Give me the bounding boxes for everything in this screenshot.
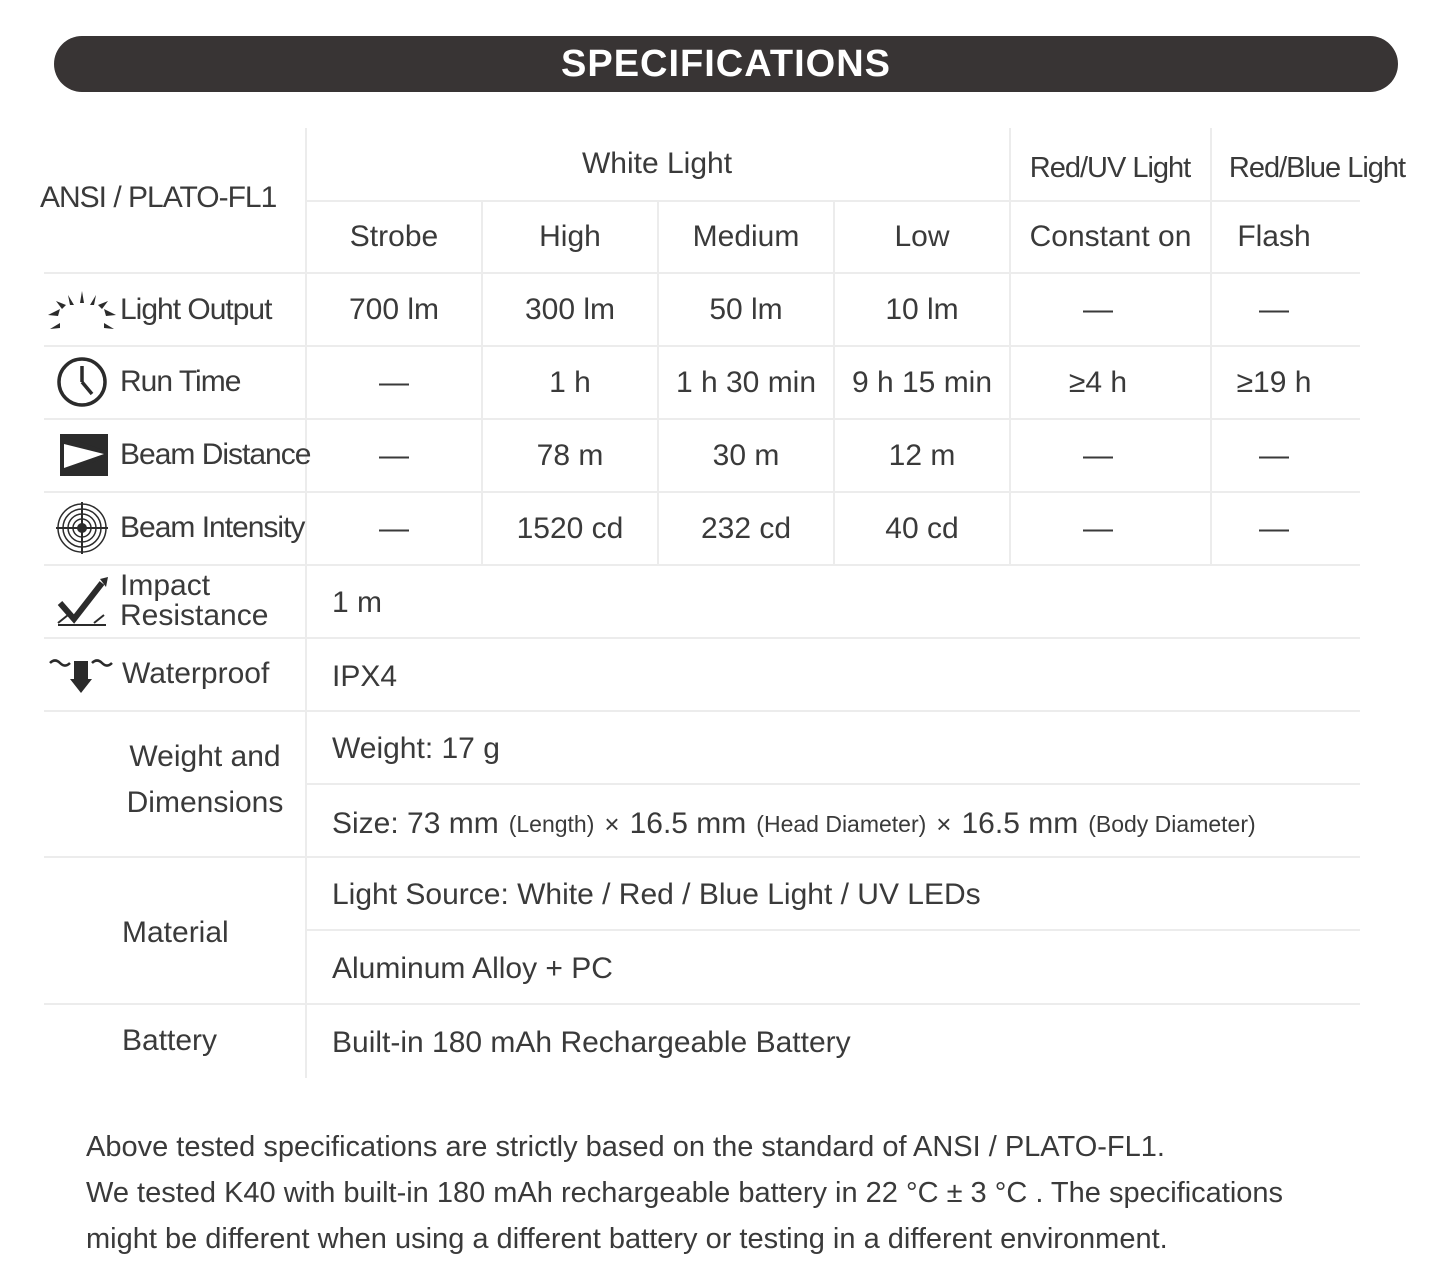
mode-header-medium: Medium xyxy=(692,220,800,253)
run-time-strobe: — xyxy=(379,365,409,399)
beam-intensity-medium: 232 cd xyxy=(700,511,792,545)
impact-resistance-icon xyxy=(50,573,114,629)
mode-header-constant-on: Constant on xyxy=(1029,220,1192,253)
red-uv-light-header: Red/UV Light xyxy=(1029,151,1191,184)
waterproof-icon xyxy=(46,646,116,702)
times-sign: × xyxy=(604,808,620,839)
footnote xyxy=(86,1124,1406,1262)
mode-header-low: Low xyxy=(894,220,950,253)
mode-header-strobe: Strobe xyxy=(349,220,439,253)
white-light-header: White Light xyxy=(581,147,733,180)
page-title: SPECIFICATIONS xyxy=(561,42,891,85)
light-output-medium: 50 lm xyxy=(709,292,783,326)
row-label-text: Light Output xyxy=(120,293,272,326)
times-sign: × xyxy=(936,808,952,839)
row-label-line: Dimensions xyxy=(126,786,284,819)
run-time-constant-on: ≥4 h xyxy=(1068,365,1128,399)
beam-intensity-low: 40 cd xyxy=(885,511,959,545)
beam-distance-strobe: — xyxy=(379,438,409,472)
red-blue-light-header: Red/Blue Light xyxy=(1228,151,1406,184)
beam-distance-high: 78 m xyxy=(536,438,604,472)
row-label-text xyxy=(120,571,268,631)
light-source-value: Light Source: White / Red / Blue Light / UV LEDs xyxy=(332,878,981,911)
row-label-line: Impact xyxy=(120,569,211,602)
run-time-low: 9 h 15 min xyxy=(851,365,993,399)
clock-icon xyxy=(50,354,114,410)
waterproof-value: IPX4 xyxy=(332,659,398,693)
light-output-constant-on: — xyxy=(1083,292,1113,326)
run-time-medium: 1 h 30 min xyxy=(675,365,817,399)
row-label-waterproof xyxy=(46,640,269,708)
mode-header-flash: Flash xyxy=(1237,220,1311,253)
corner-label: ANSI / PLATO-FL1 xyxy=(40,181,277,214)
row-label-light-output xyxy=(44,276,271,344)
row-label-run-time xyxy=(50,348,240,416)
row-label-text: Beam Distance xyxy=(120,438,311,471)
light-output-icon xyxy=(44,282,120,338)
light-output-high: 300 lm xyxy=(524,292,616,326)
row-label-line: Resistance xyxy=(120,599,269,632)
size-value xyxy=(332,788,1352,860)
row-label-battery: Battery xyxy=(122,1024,218,1057)
light-output-strobe: 700 lm xyxy=(348,292,440,326)
light-output-low: 10 lm xyxy=(885,292,959,326)
beam-distance-medium: 30 m xyxy=(712,438,780,472)
row-label-weight-dimensions xyxy=(100,720,310,840)
footnote-line: might be different when using a different battery or testing in a different environment. xyxy=(86,1223,1168,1255)
impact-resistance-value: 1 m xyxy=(332,586,383,619)
beam-distance-flash: — xyxy=(1259,438,1289,472)
mode-header-high: High xyxy=(539,220,601,253)
body-material-value: Aluminum Alloy + PC xyxy=(332,952,613,985)
row-label-text: Beam Intensity xyxy=(120,511,305,544)
beam-intensity-icon xyxy=(50,500,114,556)
beam-distance-constant-on: — xyxy=(1083,438,1113,472)
row-label-line: Weight and xyxy=(129,740,281,773)
size-head-note: (Head Diameter) xyxy=(756,810,927,837)
run-time-flash: ≥19 h xyxy=(1236,365,1312,399)
beam-intensity-high: 1520 cd xyxy=(516,511,624,545)
size-length: Size: 73 mm xyxy=(332,807,499,840)
beam-intensity-constant-on: — xyxy=(1083,511,1113,545)
footnote-line: Above tested specifications are strictly based on the standard of ANSI / PLATO-FL1. xyxy=(86,1131,1165,1163)
footnote-line: We tested K40 with built-in 180 mAh rechargeable battery in 22 °C ± 3 °C . The specifications xyxy=(86,1177,1284,1209)
row-label-beam-intensity xyxy=(50,494,304,562)
beam-intensity-flash: — xyxy=(1259,511,1289,545)
row-label-beam-distance xyxy=(50,421,310,489)
row-label-material: Material xyxy=(122,915,229,949)
size-body: 16.5 mm xyxy=(961,807,1079,840)
run-time-high: 1 h xyxy=(549,365,591,399)
row-label-impact-resistance xyxy=(50,566,268,636)
battery-value: Built-in 180 mAh Rechargeable Battery xyxy=(332,1026,851,1059)
size-head: 16.5 mm xyxy=(629,807,747,840)
beam-distance-low: 12 m xyxy=(888,438,956,472)
row-label-text: Waterproof xyxy=(122,657,270,690)
beam-intensity-strobe: — xyxy=(379,511,409,545)
light-output-flash: — xyxy=(1259,292,1289,326)
size-length-note: (Length) xyxy=(508,810,595,837)
weight-value: Weight: 17 g xyxy=(332,732,500,765)
row-label-text: Run Time xyxy=(120,365,241,398)
beam-distance-icon xyxy=(50,427,114,483)
size-body-note: (Body Diameter) xyxy=(1088,810,1256,837)
